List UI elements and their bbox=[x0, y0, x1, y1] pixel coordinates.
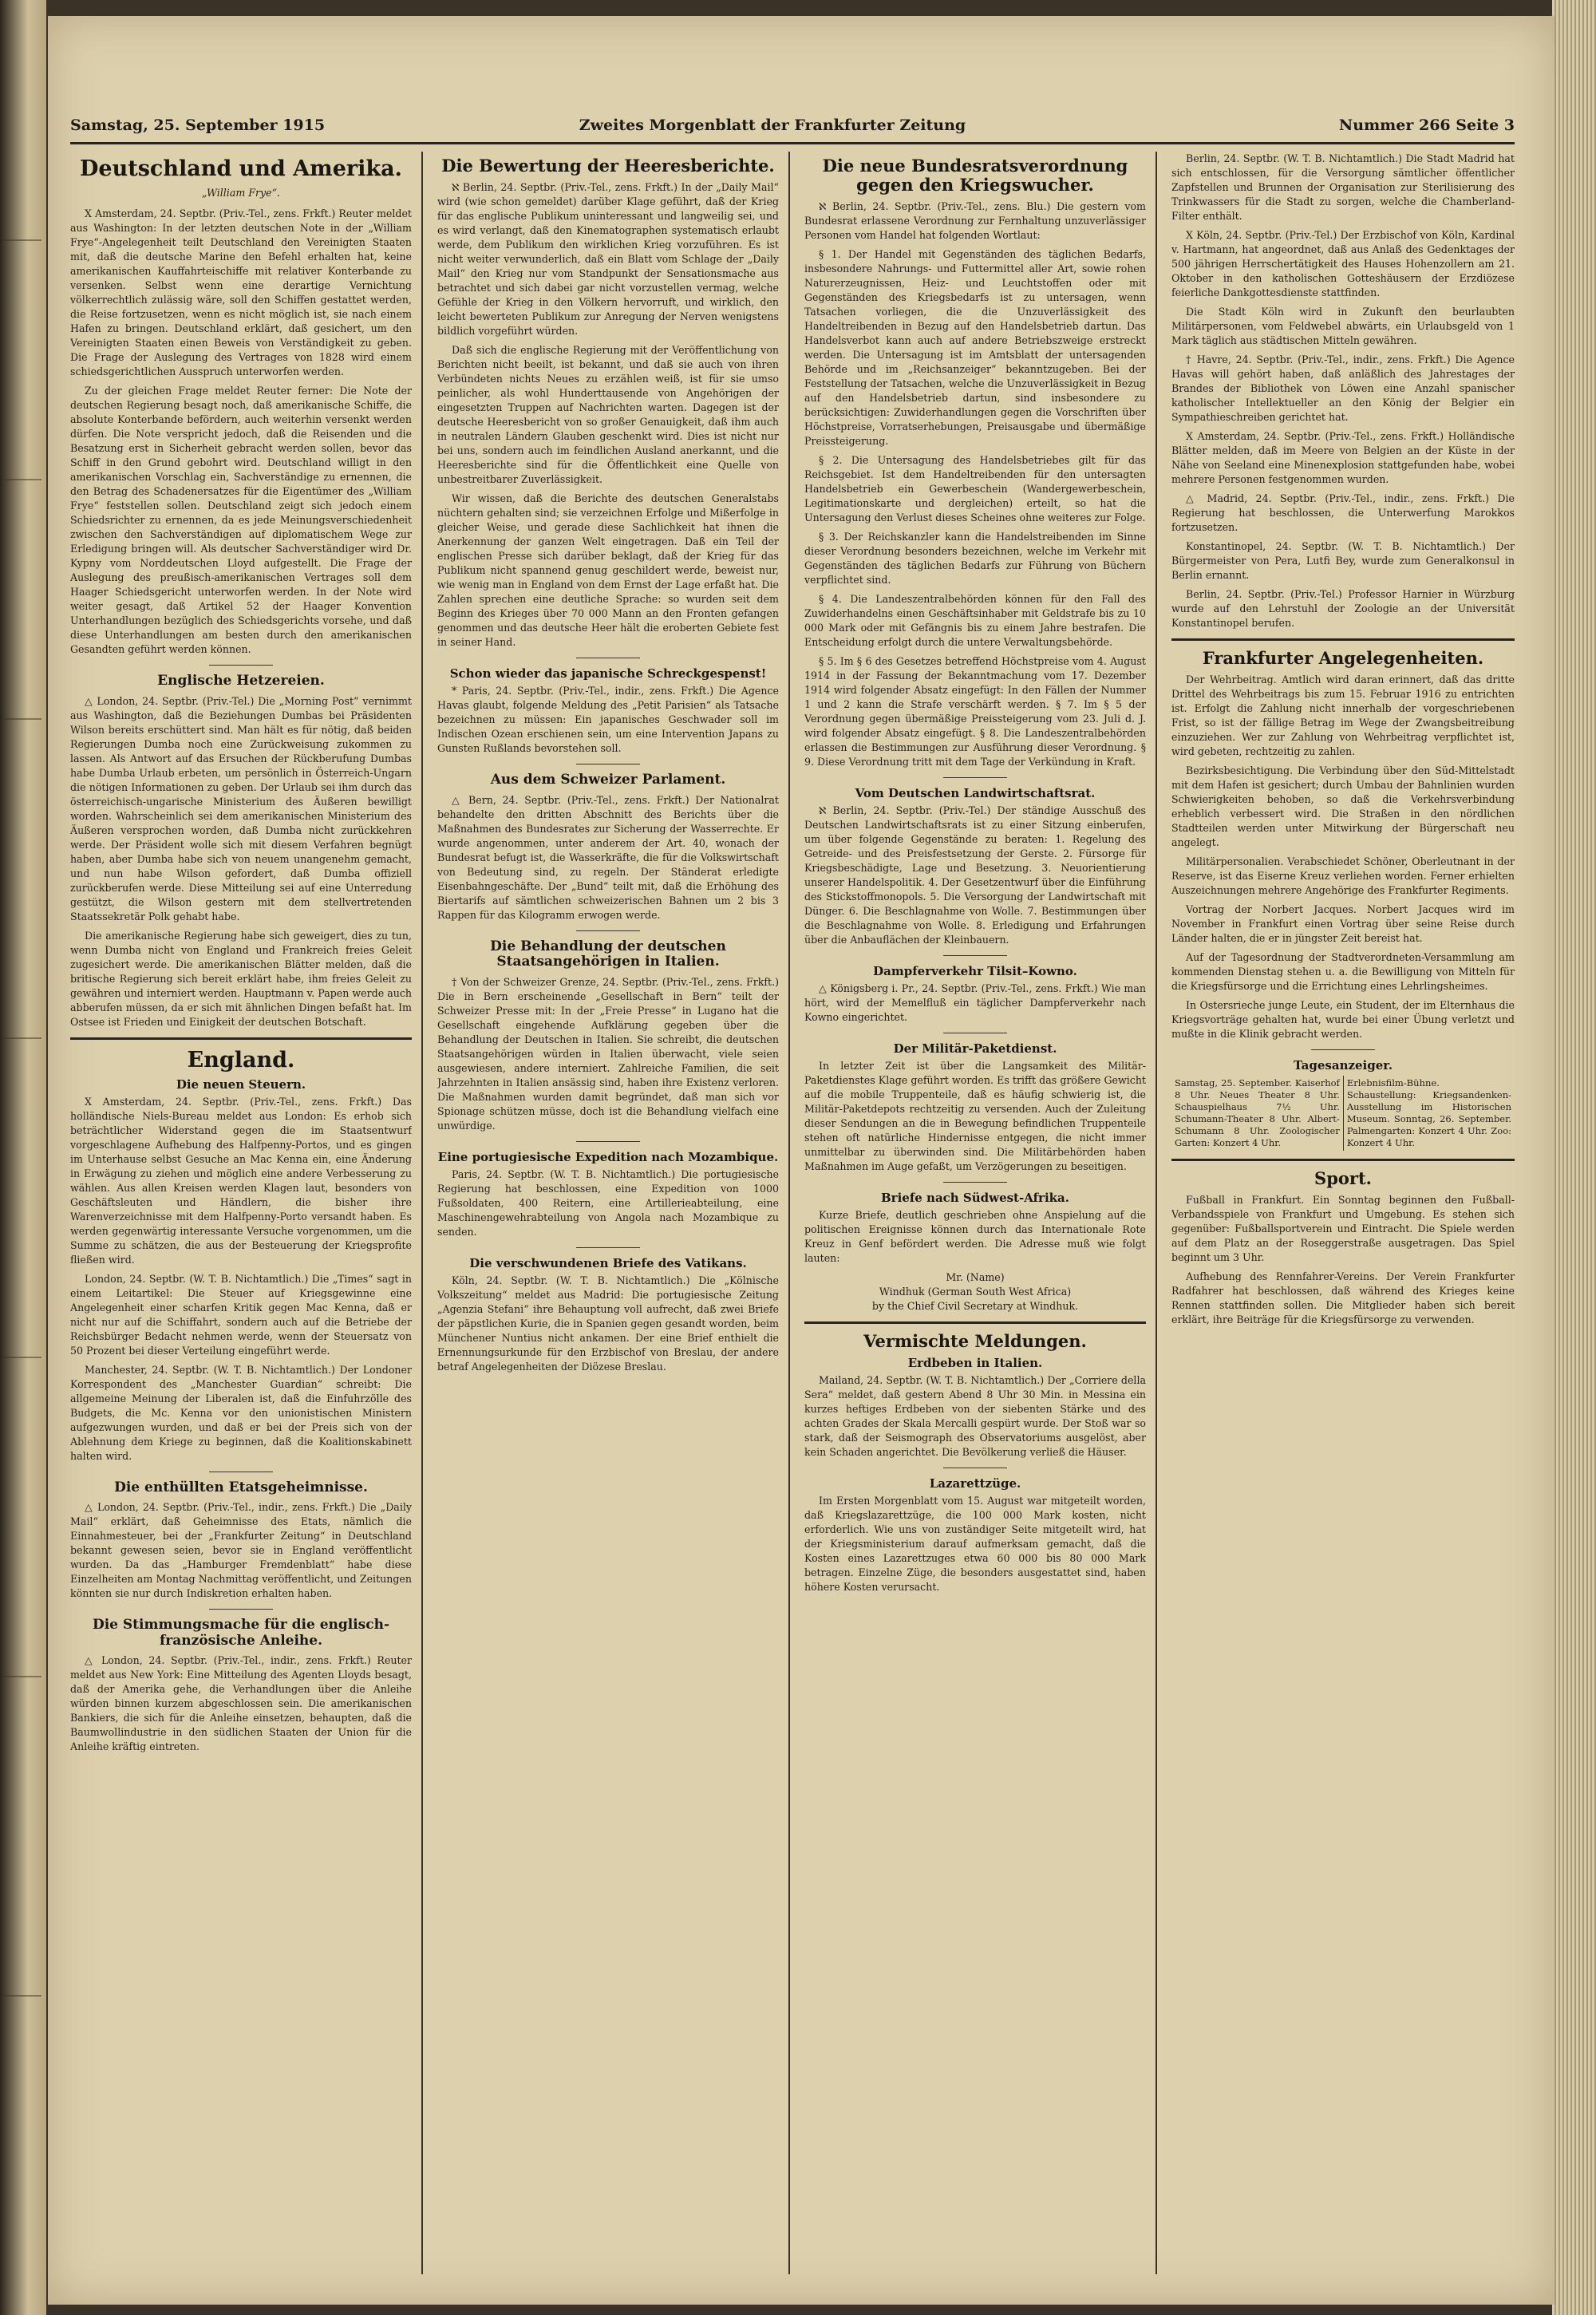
article-paragraph: Die Stadt Köln wird in Zukunft den beurlaubten Militärpersonen, vom Feldwebel abwärts, ein Urlaubsgeld von 1 Mark täglich aus städtischen Mitteln gewähren. bbox=[1171, 306, 1515, 346]
article-paragraph: Wir wissen, daß die Berichte des deutschen Generalstabs nüchtern gehalten sind; sie verzeichnen Erfolge und Mißerfolge in gleicher Weise, und gerade diese Sachlichkeit hat ihnen die Anerkennung der ganzen Welt eingetragen. Daß ein Teil der englischen Presse sich darüber beklagt, daß der Krieg für das Publikum nicht spannend genug geschildert werde, beweist nur, wie wenig man in England von dem Ernst der Lage erfaßt hat. Die Zahlen sprechen eine deutliche Sprache: so wurden seit dem Beginn des Krieges über 70 000 Mann an den Fronten gefangen genommen und das deutsche Heer hält die eroberten Gebiete fest in seiner Hand. bbox=[437, 492, 779, 649]
article-paragraph: In letzter Zeit ist über die Langsamkeit des Militär-Paketdienstes Klage geführt worden. Es trifft das größere Gewicht auf die mobile Truppenteile, daß es häufig schwierig ist, die Militär-Paketdepots rechtzeitig zu versenden. Auch der Zuleitung dieser Sendungen an die in Bewegung befindlichen Truppenteile stehen oft natürliche Hindernisse entgegen, die nicht immer unmittelbar zu überwinden sind. Die Militärbehörden haben Maßnahmen im Auge gefaßt, um Verzögerungen zu beseitigen. bbox=[804, 1060, 1146, 1173]
article-paragraph: Köln, 24. Septbr. (W. T. B. Nichtamtlich.) Die „Kölnische Volkszeitung“ meldet aus Madrid: Die portugiesische Zeitung „Agenzia Stefani“ ihre Behauptung voll aufrecht, daß zwei Briefe der päpstlichen Kurie, die in Spanien gegen gesandt worden, beim Münchener Nuntius nicht ankamen. Der eine Brief enthielt die Ernennungsurkunde für den Erzbischof von Breslau, der andere betraf Angelegenheiten der Diözese Breslau. bbox=[437, 1274, 779, 1373]
article-title: Die enthüllten Etatsgeheimnisse. bbox=[114, 1479, 368, 1495]
section-rule bbox=[1171, 1159, 1515, 1161]
article-paragraph: Auf der Tagesordnung der Stadtverordneten-Versammlung am kommenden Dienstag stehen u. a. die Bewilligung von Mitteln für die Kriegsfürsorge und die Errichtung eines Lehrlingsheimes. bbox=[1171, 951, 1515, 993]
article-title: Die verschwundenen Briefe des Vatikans. bbox=[469, 1255, 747, 1270]
article-title: Die Stimmungsmache für die englisch-französische Anleihe. bbox=[92, 1617, 390, 1649]
previous-page-edge bbox=[0, 0, 46, 2315]
article-paragraph: Im Ersten Morgenblatt vom 15. August war mitgeteilt worden, daß Kriegslazarettzüge, die 100 000 Mark kosten, nicht erforderlich. Wie uns von zuständiger Seite mitgeteilt wird, hat der Kriegsministerium darauf aufmerksam gemacht, daß die Kosten eines Lazarettzuges etwa 60 000 bis 80 000 Mark betragen. Einzelne Züge, die besonders ausgestattet sind, haben höhere Kosten verursacht. bbox=[804, 1495, 1146, 1594]
masthead-page-number: Nummer 266 Seite 3 bbox=[1338, 117, 1515, 134]
section-title: Frankfurter Angelegenheiten. bbox=[1202, 648, 1484, 668]
article-paragraph: § 4. Die Landeszentralbehörden können für den Fall des Zuwiderhandelns einen Geschäftsinhaber mit Geldstrafe bis zu 10 000 Mark oder mit Gefängnis bis zu einem Jahre bestrafen. Die Entscheidung erfolgt durch die untere Verwaltungsbehörde. bbox=[804, 593, 1146, 649]
article-paragraph: Bezirksbesichtigung. Die Verbindung über den Süd-Mittelstadt mit dem Hafen ist gesichert; durch Umbau der Bahnlinien wurden Schwierigkeiten behoben, so daß die Verkehrsverbindung erheblich verbessert wird. Die Straßen in den nördlichen Stadtteilen werden unter Mitwirkung der Bürgerschaft neu angelegt. bbox=[1171, 764, 1515, 849]
separator bbox=[576, 930, 640, 931]
article-paragraph: X Köln, 24. Septbr. (Priv.-Tel.) Der Erzbischof von Köln, Kardinal v. Hartmann, hat angeordnet, daß aus Anlaß des Gedenktages der 500 jährigen Herrschertätigkeit des Hauses Hohenzollern am 21. Oktober in den katholischen Gotteshäusern der Erzdiözese feierliche Dankgottesdienste stattfinden. bbox=[1171, 229, 1515, 298]
article-title: Die neue Bundesratsverordnung gegen den Kriegswucher. bbox=[822, 156, 1128, 196]
article-paragraph: Vortrag der Norbert Jacques. Norbert Jacques wird im November in Frankfurt einen Vortrag über seine Reise durch Länder halten, die er in jüngster Zeit bereist hat. bbox=[1171, 903, 1515, 945]
article-title: Deutschland und Amerika. bbox=[80, 156, 402, 181]
separator bbox=[209, 665, 273, 666]
separator bbox=[943, 777, 1007, 778]
article-paragraph: Der Wehrbeitrag. Amtlich wird daran erinnert, daß das dritte Drittel des Wehrbeitrags bis zum 15. Februar 1916 zu entrichten ist. Erfolgt die Zahlung nicht innerhalb der vorgeschriebenen Frist, so ist der fällige Betrag im Wege der Zwangsbeitreibung einzuziehen. Wer zur Zahlung von Wehrbeitrag verpflichtet ist, wird gebeten, rechtzeitig zu zahlen. bbox=[1171, 674, 1515, 758]
article-subtitle: „William Frye“. bbox=[201, 187, 281, 200]
article-paragraph: Die amerikanische Regierung habe sich geweigert, dies zu tun, wenn Dumba nicht von England und Frankreich freies Geleit zugesichert werde. Die amerikanischen Blätter melden, daß die britische Regierung sich bereit erklärt habe, ihm freies Geleit zu gewähren und interniert werden. Hauptmann v. Papen werde auch abberufen müssen, da er sich mit ähnlichen Dingen befaßt hat. Im Ostsee ist Frieden und Einigkeit der deutschen Botschaft. bbox=[70, 929, 412, 1028]
separator bbox=[943, 955, 1007, 956]
article-paragraph: § 5. Im § 6 des Gesetzes betreffend Höchstpreise vom 4. August 1914 in der Fassung der Bekanntmachung vom 17. Dezember 1914 wird folgender Absatz eingefügt: In den Fällen der Nummer 1 und 2 kann die Strafe verschärft werden. § 7. Im § 5 der Verordnung gegen übermäßige Preissteigerung vom 23. Juli d. J. wird folgender Absatz eingefügt. § 8. Die Landeszentralbehörden erlassen die Bestimmungen zur Ausführung dieser Verordnung. § 9. Diese Verordnung tritt mit dem Tage der Verkündung in Kraft. bbox=[804, 655, 1146, 768]
article-paragraph: X Amsterdam, 24. Septbr. (Priv.-Tel., zens. Frkft.) Reuter meldet aus Washington: In der letzten deutschen Note in der „William Frye“-Angelegenheit teilt Deutschland den Vereinigten Staaten mit, daß die deutsche Marine den Befehl erhalten hat, keine amerikanischen Kauffahrteischiffe mit relativer Konterbande zu versenken. Selbst wenn eine derartige Vernichtung völkerrechtlich zulässig wäre, soll den Schiffen gestattet werden, die Reise fortzusetzen, wenn es nicht möglich ist, sie nach einem Hafen zu bringen. Deutschland erklärt, daß gesichert, um den Vereinigten Staaten einen Beweis von Verständigkeit zu geben. Die Frage der Auslegung des Vertrages von 1828 wird einem schiedsgerichtlichen Ausspruch unterworfen werden. bbox=[70, 207, 412, 378]
article-title: Lazarettzüge. bbox=[929, 1476, 1021, 1491]
article-title: Dampferverkehr Tilsit–Kowno. bbox=[873, 964, 1077, 979]
article-title: Die Behandlung der deutschen Staatsangehörigen in Italien. bbox=[490, 938, 726, 970]
article-paragraph: Paris, 24. Septbr. (W. T. B. Nichtamtlich.) Die portugiesische Regierung hat beschlossen, eine Expedition von 1000 Fußsoldaten, 400 Reitern, eine Artillerieabteilung, eine Maschinengewehrabteilung von Angola nach Mozambique zu senden. bbox=[437, 1167, 779, 1238]
article-paragraph: ℵ Berlin, 24. Septbr. (Priv.-Tel., zens. Frkft.) In der „Daily Mail“ wird (wie schon gemeldet) darüber Klage geführt, daß der Krieg für das englische Publikum uninteressant und langweilig sei, und es wird verlangt, daß den Kinematographen systematisch erlaubt werde, dem Publikum den wirklichen Krieg vorzuführen. Es ist nicht weiter verwunderlich, daß ein Blatt vom Schlage der „Daily Mail“ den Krieg nur vom Standpunkt der Sensationsmache aus betrachtet und sich dabei gar nicht vorzustellen vermag, welche Gefühle der Krieg in den Völkern hervorruft, und wirklich, den leicht bewerteten Publikum zur Anregung der Nerven wenigstens bildlich vorgeführt würden. bbox=[437, 181, 779, 338]
article-paragraph: △ Königsberg i. Pr., 24. Septbr. (Priv.-Tel., zens. Frkft.) Wie man hört, wird der Memelfluß ein täglicher Dampferverkehr nach Kowno eingerichtet. bbox=[804, 982, 1146, 1024]
separator bbox=[576, 1247, 640, 1248]
article-paragraph: X Amsterdam, 24. Septbr. (Priv.-Tel., zens. Frkft.) Das holländische Niels-Bureau meldet aus London: Es erhob sich beträchtlicher Widerstand gegen die im Staatsentwurf vorgeschlagene Aufhebung des Halfpenny-Portos, und es gingen im Unterhause selbst Gesuche an Mac Kenna ein, eine Änderung in Erwägung zu ziehen und möglich eine andere Verbesserung zu wählen. Aus allen Kreisen werden Klagen laut, besonders von Geschäftsleuten und Händlern, die bisher ihre Warenverzeichnisse mit dem Halfpenny-Porto versandt haben. Es werden gegenwärtig interessante Versuche vorgenommen, um die Summe zu schätzen, die aus der Besteuerung der Kriegsprofite fließen wird. bbox=[70, 1095, 412, 1266]
article-paragraph: § 2. Die Untersagung des Handelsbetriebes gilt für das Reichsgebiet. Ist dem Handeltreibenden für den untersagten Handelsbetrieb ein Gewerbeschein (Wandergewerbeschein, Legitimationskarte und dergleichen) erteilt, so hat die Untersagung den Verlust dieses Scheines ohne weiteres zur Folge. bbox=[804, 454, 1146, 524]
address-line: Mr. (Name) bbox=[946, 1271, 1005, 1284]
article-paragraph: △ Madrid, 24. Septbr. (Priv.-Tel., indir., zens. Frkft.) Die Regierung hat beschlossen, die Unterwerfung Marokkos fortzusetzen. bbox=[1171, 492, 1515, 533]
section-title: Sport. bbox=[1314, 1168, 1372, 1189]
article-paragraph: Berlin, 24. Septbr. (W. T. B. Nichtamtlich.) Die Stadt Madrid hat sich entschlossen, für die Versorgung sämtlicher öffentlicher Zapfstellen und Brunnen der Organisation zur Sterilisierung des Trinkwassers für die Stadt zu sorgen, welche die Chamberland-Filter enthält. bbox=[1171, 152, 1515, 222]
article-paragraph: △ London, 24. Septbr. (Priv.-Tel., indir., zens. Frkft.) Reuter meldet aus New York: Eine Mitteilung des Agenten Lloyds besagt, daß der Amerika gehe, die Verhandlungen über die Anleihe würden binnen kurzem abgeschlossen sein. Die amerikanischen Bankiers, die sich für die Anleihe einsetzen, behaupten, daß die Baumwollindustrie in den südlichen Staaten der Union für die Anleihe kräftig eintreten. bbox=[70, 1654, 412, 1753]
article-title: Englische Hetzereien. bbox=[157, 673, 325, 689]
article-paragraph: Daß sich die englische Regierung mit der Veröffentlichung von Berichten nicht beeilt, ist bekannt, und daß sie auch von ihren Verbündeten nichts Neues zu erzählen weiß, ist für sie umso peinlicher, als wohl Hunderttausende von Angehörigen der eingesetzten Truppen auf Nachrichten warten. Dagegen ist der deutsche Heeresbericht von so großer Genauigkeit, daß ihm auch in neutralen Ländern Glauben geschenkt wird. Dies ist nicht nur bei uns, sondern auch im feindlichen Ausland anerkannt, und die Heeresberichte sind für die Öffentlichkeit eine Quelle von unbestreitbarer Zuverlässigkeit. bbox=[437, 344, 779, 486]
column-3 bbox=[804, 152, 1146, 2282]
separator bbox=[1311, 1049, 1375, 1050]
column-1 bbox=[70, 152, 412, 2282]
article-paragraph: Fußball in Frankfurt. Ein Sonntag beginnen den Fußball-Verbandsspiele von Frankfurt und Umgebung. Es stehen sich gegenüber: Fußballsportverein und Eintracht. Die Spiele werden auf dem Platz an der Roseggerstraße ausgetragen. Das Spiel beginnt um 3 Uhr. bbox=[1171, 1194, 1515, 1264]
article-paragraph: Aufhebung des Rennfahrer-Vereins. Der Verein Frankfurter Radfahrer hat beschlossen, daß während des Krieges keine Rennen stattfinden sollen. Die Mitglieder haben sich bereit erklärt, ihre Beiträge für die Kriegsfürsorge zu verwenden. bbox=[1171, 1270, 1515, 1326]
article-paragraph: * Paris, 24. Septbr. (Priv.-Tel., indir., zens. Frkft.) Die Agence Havas glaubt, folgende Meldung des „Petit Parisien“ als Tatsache bezeichnen zu müssen: Ein japanisches Geschwader soll im Indischen Ozean erschienen sein, um eine Intervention Japans zu Gunsten Rußlands bevorstehen soll. bbox=[437, 685, 779, 755]
article-title: Briefe nach Südwest-Afrika. bbox=[881, 1191, 1069, 1206]
column-2 bbox=[437, 152, 779, 2282]
article-paragraph: Konstantinopel, 24. Septbr. (W. T. B. Nichtamtlich.) Der Bürgermeister von Pera, Lutfi Bey, wurde zum Generalkonsul in Berlin ernannt. bbox=[1171, 540, 1515, 581]
section-rule bbox=[1171, 638, 1515, 641]
article-paragraph: Manchester, 24. Septbr. (W. T. B. Nichtamtlich.) Der Londoner Korrespondent des „Manchester Guardian“ schreibt: Die allgemeine Meinung der Liberalen ist, daß die Einfuhrzölle des Budgets, die Mc. Kenna vor den unionistischen Ministern aufgezwungen wurden, und daß er bei der Preis sich von der Ablehnung dem Kriege zu beginnen, daß die Koalitionskabinett halten wird. bbox=[70, 1363, 412, 1462]
article-paragraph: ℵ Berlin, 24. Septbr. (Priv.-Tel.) Der ständige Ausschuß des Deutschen Landwirtschaftsrats ist zu einer Sitzung einberufen, um über folgende Gegenstände zu beraten: 1. Regelung des Getreide- und des Preisfestsetzung der Gerste. 2. Fürsorge für Kriegsbeschädigte, Lage und Besetzung. 3. Neuorientierung unserer Handelspolitik. 4. Der Gesetzentwurf über die Einführung des Stickstoffmonopols. 5. Die Versorgung der Landwirtschaft mit Dünger. 6. Die Beschlagnahme von Wolle. 7. Bestimmungen über die Beschlagnahme von Wolle. 8. Erledigung und Erfahrungen über die Anbauflächen der Kleinbauern. bbox=[804, 804, 1146, 946]
article-paragraph: † Havre, 24. Septbr. (Priv.-Tel., indir., zens. Frkft.) Die Agence Havas will gehört haben, daß anläßlich des Jahrestages der Brandes der Bibliothek von Löwen eine Anzahl spanischer katholischer Intellektueller an den König der Belgier ein Sympathieschreiben gerichtet hat. bbox=[1171, 354, 1515, 423]
article-paragraph: △ London, 24. Septbr. (Priv.-Tel., indir., zens. Frkft.) Die „Daily Mail“ erklärt, daß Geheimnisse des Etats, nämlich die Einnahmesteuer, bei der „Frankfurter Zeitung“ in Deutschland bekannt gewesen seien, bevor sie in England veröffentlicht wurden. Da das „Hamburger Fremdenblatt“ habe diese Einzelheiten am Montag Nachmittag veröffentlicht, und Zeitungen könnten sie nur durch Indiskretion erhalten haben. bbox=[70, 1501, 412, 1600]
masthead bbox=[70, 110, 1515, 144]
events-cell: Samstag, 25. September. Kaiserhof 8 Uhr. Neues Theater 8 Uhr. Schauspielhaus 7½ Uhr. Schumann-Theater 8 Uhr. Albert-Schumann 8 Uhr. Zoologischer Garten: Konzert 4 Uhr. bbox=[1175, 1077, 1340, 1149]
article-paragraph: Mailand, 24. Septbr. (W. T. B. Nichtamtlich.) Der „Corriere della Sera“ meldet, daß gestern Abend 8 Uhr 30 Min. in Messina ein kurzes heftiges Erdbeben von der siebenten Stärke und des achten Grades der Skala Mercalli gespürt wurde. Der Stoß war so stark, daß der Seismograph des Observatoriums ausgelöst, aber kein Schaden angerichtet. Die Bevölkerung verließ die Häuser. bbox=[804, 1374, 1146, 1459]
article-title: Schon wieder das japanische Schreckgespenst! bbox=[449, 666, 767, 681]
article-title: Eine portugiesische Expedition nach Mozambique. bbox=[437, 1149, 779, 1164]
section-title: Vermischte Meldungen. bbox=[863, 1331, 1087, 1352]
newspaper-page bbox=[48, 16, 1555, 2305]
separator bbox=[943, 1182, 1007, 1183]
table-row bbox=[1171, 1076, 1515, 1151]
section-title: England. bbox=[187, 1047, 295, 1073]
article-paragraph: In Ostersrieche junge Leute, ein Student, der im Elternhaus die Kriegsvorträge gehalten hat, wurde bei einer Übung verletzt und mußte in die Klinik gebracht werden. bbox=[1171, 999, 1515, 1041]
column-rule bbox=[788, 152, 790, 2274]
article-paragraph: London, 24. Septbr. (W. T. B. Nichtamtlich.) Die „Times“ sagt in einem Leitartikel: Die Steuer auf Kriegsgewinne eine Angelegenheit einer scharfen Kritik gegen Mac Kenna, daß er nicht nur auf die Schiffahrt, sondern auch auf die Betriebe der Reichsbürger Bedacht nehmen werde, wenn der Steuersatz von 50 Prozent bei dieser Verteilung eingeführt werde. bbox=[70, 1272, 412, 1357]
article-title: Aus dem Schweizer Parlament. bbox=[490, 772, 726, 788]
address-line: Windhuk (German South West Africa) bbox=[879, 1286, 1072, 1298]
book-page-stack-edge bbox=[1552, 0, 1596, 2315]
masthead-date: Samstag, 25. September 1915 bbox=[70, 117, 326, 134]
column-4 bbox=[1171, 152, 1515, 2282]
events-cell: Erlebnisfilm-Bühne. Schaustellung: Kriegsandenken-Ausstellung im Historischen Museum. Sonntag, 26. September. Palmengarten: Konzert 4 Uhr. Zoo: Konzert 4 Uhr. bbox=[1343, 1076, 1515, 1151]
article-title: Der Militär-Paketdienst. bbox=[893, 1041, 1057, 1057]
address-block bbox=[804, 1270, 1146, 1314]
separator bbox=[209, 1609, 273, 1610]
article-paragraph: Zu der gleichen Frage meldet Reuter ferner: Die Note der deutschen Regierung besagt noch, daß amerikanische Schiffe, die absolute Konterbande befördern, auch weiterhin versenkt werden dürfen. Die Note verspricht jedoch, daß die Reisenden und die Besatzung erst in Sicherheit gebracht werden sollen, bevor das Schiff in den Grund gebohrt wird. Deutschland willigt in den amerikanischen Vorschlag ein, Sachverständige zu ernennen, die den Betrag des Schadenersatzes für die Eigentümer des „William Frye“ feststellen sollen. Deutschland zeigt sich jedoch einem Schiedsrichter zu ernennen, da es jede Meinungsverschiedenheit zwischen den Sachverständigen auf diplomatischem Wege zur Erledigung bringen will. Als deutscher Sachverständiger wird Dr. Kypny vom Norddeutschen Lloyd aufgestellt. Die Frage der Auslegung des preußisch-amerikanischen Vertrages soll dem Haager Schiedsgericht unterworfen werden. In der Note wird weiter gesagt, daß Artikel 52 der Haager Konvention Unterhandlungen bezüglich des Schiedsgerichts vorsehe, und daß diese Unterhandlungen am besten durch den amerikanischen Gesandten geführt werden können. bbox=[70, 385, 412, 656]
article-paragraph: § 1. Der Handel mit Gegenständen des täglichen Bedarfs, insbesondere Nahrungs- und Futtermittel aller Art, sowie rohen Naturerzeugnissen, Heiz- und Leuchtstoffen oder mit Gegenständen des Kriegsbedarfs ist zu untersagen, wenn Tatsachen vorliegen, die die Unzuverlässigkeit des Handeltreibenden in Bezug auf den Handelsbetrieb dartun. Das Handelsverbot kann auch auf andere Betriebszweige erstreckt werden. Die Untersagung ist im Amtsblatt der untersagenden Behörde und im „Reichsanzeiger“ bekanntzugeben. Bei der Feststellung der Tatsachen, welche die Unzuverlässigkeit in Bezug auf den Handelsbetrieb dartun, sind insbesondere zu berücksichtigen: Zuwiderhandlungen gegen die Vorschriften über Höchstpreise, Vorratserhebungen, Preisausgabe und übermäßige Preissteigerung. bbox=[804, 248, 1146, 448]
article-title: Tagesanzeiger. bbox=[1293, 1058, 1393, 1073]
article-paragraph: † Von der Schweizer Grenze, 24. Septbr. (Priv.-Tel., zens. Frkft.) Die in Bern erscheinende „Gesellschaft in Bern“ teilt der Schweizer Presse mit: In der „Freie Presse“ in Lugano hat die Gesellschaft eingehende Aufklärung gegeben über die Behandlung der Deutschen in Italien. Sie schreibt, die deutschen Staatsangehörigen würden in Italien überwacht, viele seien ausgewiesen, andere interniert. Zahlreiche Familien, die seit Jahrzehnten in Italien ansässig sind, haben ihre Existenz verloren. Die Maßnahmen wurden damit begründet, daß man sich vor Spionage schützen müsse, doch ist die Behandlung vielfach eine unwürdige. bbox=[437, 975, 779, 1132]
article-title: Die neuen Steuern. bbox=[176, 1077, 306, 1092]
column-rule bbox=[421, 152, 423, 2274]
article-paragraph: § 3. Der Reichskanzler kann die Handelstreibenden im Sinne dieser Verordnung besonders bezeichnen, welche im Verkehr mit Gegenständen des täglichen Bedarfs zur Führung von Büchern verpflichtet sind. bbox=[804, 531, 1146, 587]
section-rule bbox=[70, 1037, 412, 1040]
column-rule bbox=[1156, 152, 1157, 2274]
article-paragraph: △ Bern, 24. Septbr. (Priv.-Tel., zens. Frkft.) Der Nationalrat behandelte den dritten Abschnitt des Berichts über die Maßnahmen des Bundesrates zur Sicherung der Wasserrechte. Er wurde angenommen, unter anderem der Art. 40, wonach der Bundesrat befugt ist, die Wasserkräfte, die für die Volkswirtschaft von Bedeutung sind, zu regeln. Der Ständerat erledigte Eisenbahngeschäfte. Der „Bund“ teilt mit, daß die Erhöhung des Biertarifs auf sämtlichen schweizerischen Bahnen um 2 bis 3 Rappen für das Kilogramm erwogen werde. bbox=[437, 793, 779, 921]
article-paragraph: Militärpersonalien. Verabschiedet Schöner, Oberleutnant in der Reserve, ist das Eiserne Kreuz verliehen worden. Ferner erhielten Auszeichnungen mehrere Angehörige des Frankfurter Regiments. bbox=[1171, 855, 1515, 897]
article-paragraph: ℵ Berlin, 24. Septbr. (Priv.-Tel., zens. Blu.) Die gestern vom Bundesrat erlassene Verordnung zur Fernhaltung unzuverlässiger Personen vom Handel hat folgenden Wortlaut: bbox=[804, 200, 1146, 242]
masthead-paper-title: Zweites Morgenblatt der Frankfurter Zeitung bbox=[579, 117, 966, 134]
section-rule bbox=[804, 1321, 1146, 1324]
separator bbox=[576, 1141, 640, 1142]
events-table bbox=[1171, 1076, 1515, 1151]
article-title: Erdbeben in Italien. bbox=[907, 1356, 1043, 1371]
article-paragraph: X Amsterdam, 24. Septbr. (Priv.-Tel., zens. Frkft.) Holländische Blätter melden, daß im Meere von Belgien an der Küste in der Nähe von Seeland eine Minenexplosion stattgefunden habe, wobei mehrere Personen festgenommen wurden. bbox=[1171, 430, 1515, 485]
address-line: by the Chief Civil Secretary at Windhuk. bbox=[871, 1300, 1079, 1313]
article-paragraph: Berlin, 24. Septbr. (Priv.-Tel.) Professor Harnier in Würzburg wurde auf den Lehrstuhl der Zoologie an der Universität Konstantinopel berufen. bbox=[1171, 588, 1515, 629]
article-title: Die Bewertung der Heeresberichte. bbox=[441, 156, 775, 176]
article-title: Vom Deutschen Landwirtschaftsrat. bbox=[855, 786, 1096, 801]
article-paragraph: Kurze Briefe, deutlich geschrieben ohne Anspielung auf die politischen Ereignisse können durch das Internationale Rote Kreuz in Genf befördert werden. Die Adresse muß wie folgt lauten: bbox=[804, 1209, 1146, 1265]
article-paragraph: △ London, 24. Septbr. (Priv.-Tel.) Die „Morning Post“ vernimmt aus Washington, daß die Beziehungen Dumbas bei Präsidenten Wilson bereits erschüttert sind. Man hält es für nötig, daß beiden Regierungen Dumba noch eine Zurückweisung zukommen zu lassen. Als Antwort auf das Ersuchen der Rückberufung Dumbas habe Dumba Urlaub erbeten, um persönlich in Österreich-Ungarn die nötigen Informationen zu geben. Der Urlaub sei ihm durch das österreichisch-ungarische Ministerium des Äußeren bewilligt worden. Wahrscheinlich sei dem amerikanischen Ministerium des Äußeren versprochen worden, daß Dumba nicht zurückkehren werde. Der Präsident wolle sich mit diesem Verfahren begnügt haben, aber Dumba habe sich von neuem unangenehm gemacht, und nun habe Wilson gefordert, daß Dumba offiziell zurückberufen werde. Diese Mitteilung sei auf eine Unterredung gestützt, die Wilson gestern mit dem stellvertretenden Staatssekretär Polk gehabt habe. bbox=[70, 694, 412, 922]
